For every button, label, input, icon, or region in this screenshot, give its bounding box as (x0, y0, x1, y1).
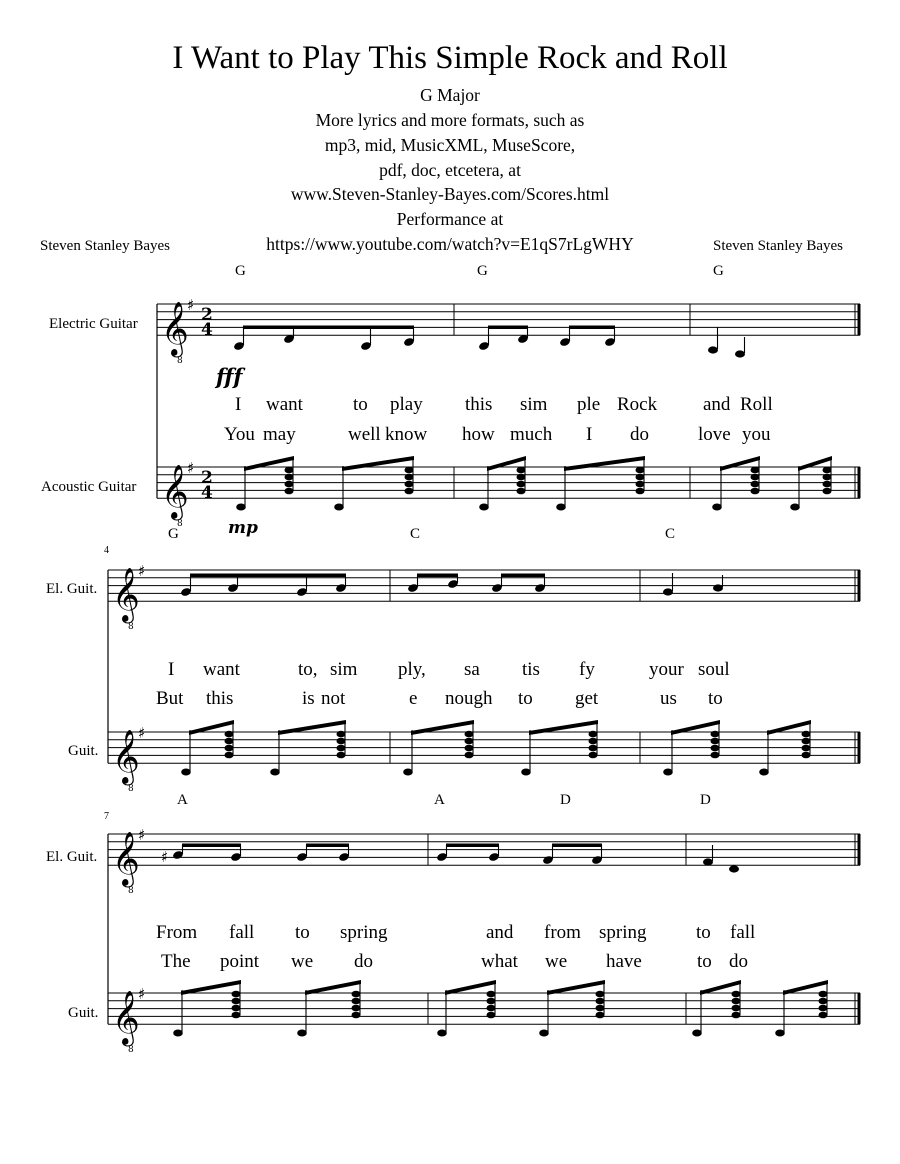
chord-symbol: D (560, 792, 571, 808)
chord-note (636, 488, 645, 495)
chord-note (352, 991, 361, 998)
chord-note (636, 467, 645, 474)
lyric-syllable: get (575, 688, 599, 709)
instrument-label-electric-guitar: Electric Guitar (49, 316, 138, 332)
lyric-syllable: I (168, 659, 175, 680)
info-line: Performance at (396, 209, 504, 229)
chord-note (405, 474, 414, 481)
chord-note (465, 745, 474, 752)
chord-note (225, 731, 234, 738)
chord-note (819, 1005, 828, 1012)
chord-note (636, 474, 645, 481)
lyric-syllable: to (697, 951, 712, 972)
lyric-syllable: Rock (617, 394, 658, 415)
chord-note (636, 481, 645, 488)
melody-note (708, 346, 718, 353)
note-beam (182, 844, 241, 848)
sharp-icon: ♯ (138, 724, 146, 742)
measure-number: 4 (104, 545, 109, 556)
chord-note (751, 467, 760, 474)
lyric-syllable: us (660, 688, 677, 709)
bass-note (521, 769, 531, 776)
lyric-syllable: fy (579, 659, 595, 680)
lyric-syllable: sa (464, 659, 480, 680)
chord-note (823, 488, 832, 495)
octave-marker: 8 (128, 886, 134, 897)
composer-left: Steven Stanley Bayes (40, 238, 170, 254)
lyric-syllable: what (481, 951, 518, 972)
note-beam (417, 574, 458, 578)
lyric-syllable: is (302, 688, 315, 709)
chord-note (487, 998, 496, 1005)
chord-note (589, 745, 598, 752)
chord-note (596, 1012, 605, 1019)
chord-note (589, 731, 598, 738)
note-beam (306, 844, 349, 848)
lyric-syllable: fall (229, 922, 255, 943)
lyric-syllable: tis (522, 659, 540, 680)
chord-note (517, 488, 526, 495)
lyric-syllable: this (206, 688, 234, 709)
lyric-syllable: want (203, 659, 240, 680)
bass-note (759, 769, 769, 776)
chord-note (819, 1012, 828, 1019)
chord-note (732, 1005, 741, 1012)
chord-note (819, 991, 828, 998)
chord-note (337, 731, 346, 738)
chord-note (405, 467, 414, 474)
lyric-syllable: point (220, 951, 260, 972)
treble-clef-icon: 𝄞 (112, 990, 140, 1046)
youtube-link[interactable]: https://www.youtube.com/watch?v=E1qS7rLgWHY (266, 234, 634, 254)
bass-note (173, 1030, 183, 1037)
bass-note (334, 504, 344, 511)
lyric-syllable: your (649, 659, 684, 680)
lyric-syllable: to (518, 688, 533, 709)
key-signature-text: G Major (420, 85, 480, 105)
chord-note (405, 488, 414, 495)
instrument-label-electric-guitar: El. Guit. (46, 581, 98, 597)
chord-note (751, 481, 760, 488)
lyric-syllable: play (390, 394, 423, 415)
instrument-label-acoustic-guitar: Guit. (68, 1005, 99, 1021)
melody-note (735, 350, 745, 357)
chord-symbol: G (168, 526, 179, 542)
octave-marker: 8 (177, 519, 183, 530)
time-signature-top: 2 (201, 468, 213, 488)
bass-note (270, 769, 280, 776)
bass-note (479, 504, 489, 511)
lyric-syllable: From (156, 922, 198, 943)
chord-note (751, 488, 760, 495)
chord-note (823, 467, 832, 474)
lyric-syllable: much (510, 424, 553, 445)
lyric-syllable: may (263, 424, 296, 445)
chord-note (589, 752, 598, 759)
lyric-syllable: I (235, 394, 242, 415)
bass-note (556, 504, 566, 511)
lyric-syllable: Roll (740, 394, 773, 415)
lyric-syllable: to (708, 688, 723, 709)
treble-clef-icon: 𝄞 (161, 301, 189, 357)
melody-note (729, 865, 739, 872)
lyric-syllable: The (161, 951, 191, 972)
composer-right: Steven Stanley Bayes (713, 238, 843, 254)
treble-clef-icon: 𝄞 (161, 464, 189, 520)
lyric-syllable: spring (340, 922, 388, 943)
chord-symbol: C (665, 526, 676, 542)
lyric-syllable: soul (698, 659, 730, 680)
bass-note (297, 1030, 307, 1037)
lyric-syllable: But (156, 688, 184, 709)
chord-note (285, 474, 294, 481)
chord-note (232, 1012, 241, 1019)
bass-note (403, 769, 413, 776)
lyric-syllable: You (224, 424, 255, 445)
instrument-label-acoustic-guitar: Guit. (68, 743, 99, 759)
note-beam (411, 720, 474, 735)
chord-note (819, 998, 828, 1005)
note-beam (243, 326, 414, 330)
lyric-syllable: we (291, 951, 314, 972)
melody-note (703, 858, 713, 865)
bass-note (692, 1030, 702, 1037)
chord-note (285, 481, 294, 488)
octave-marker: 8 (177, 356, 183, 367)
bass-note (712, 504, 722, 511)
chord-note (465, 731, 474, 738)
measure-number: 7 (104, 811, 109, 822)
octave-marker: 8 (128, 622, 134, 633)
chord-note (802, 738, 811, 745)
chord-note (337, 738, 346, 745)
lyric-syllable: know (385, 424, 428, 445)
lyric-syllable: fall (730, 922, 756, 943)
chord-note (732, 1012, 741, 1019)
lyric-syllable: well (348, 424, 381, 445)
lyric-syllable: ple (577, 394, 601, 415)
dynamic-marking: mp (228, 518, 258, 538)
lyric-syllable: you (742, 424, 771, 445)
lyric-syllable: ply, (398, 659, 426, 680)
bass-note (539, 1030, 549, 1037)
sharp-icon: ♯ (187, 459, 195, 477)
time-signature-bottom: 4 (201, 320, 213, 340)
note-beam (190, 574, 346, 578)
chord-note (596, 1005, 605, 1012)
bass-note (663, 769, 673, 776)
lyric-syllable: how (462, 424, 495, 445)
note-beam (569, 326, 615, 330)
chord-note (405, 481, 414, 488)
chord-note (823, 474, 832, 481)
chord-symbol: G (477, 263, 488, 279)
bass-note (181, 769, 191, 776)
chord-note (711, 745, 720, 752)
lyric-syllable: to (295, 922, 310, 943)
lyric-syllable: spring (599, 922, 647, 943)
chord-note (596, 991, 605, 998)
chord-note (823, 481, 832, 488)
chord-note (487, 1012, 496, 1019)
lyric-syllable: have (606, 951, 642, 972)
chord-symbol: A (434, 792, 445, 808)
chord-note (465, 752, 474, 759)
lyric-syllable: nough (445, 688, 493, 709)
website-link[interactable]: www.Steven-Stanley-Bayes.com/Scores.html (290, 184, 610, 204)
note-beam (342, 456, 414, 471)
treble-clef-icon: 𝄞 (112, 567, 140, 623)
dynamic-marking: fff (216, 364, 243, 389)
chord-note (285, 488, 294, 495)
lyric-syllable: we (545, 951, 568, 972)
treble-clef-icon: 𝄞 (112, 729, 140, 785)
lyric-syllable: sim (520, 394, 548, 415)
treble-clef-icon: 𝄞 (112, 831, 140, 887)
octave-marker: 8 (128, 784, 134, 795)
chord-note (802, 752, 811, 759)
chord-symbol: C (410, 526, 421, 542)
info-line: More lyrics and more formats, such as (315, 110, 585, 130)
info-line: pdf, doc, etcetera, at (379, 160, 521, 180)
chord-note (285, 467, 294, 474)
chord-note (232, 991, 241, 998)
time-signature-bottom: 4 (201, 483, 213, 503)
note-beam (564, 456, 645, 471)
lyric-syllable: love (698, 424, 731, 445)
lyric-syllable: to (696, 922, 711, 943)
instrument-label-acoustic-guitar: Acoustic Guitar (41, 479, 137, 495)
chord-note (337, 745, 346, 752)
lyric-syllable: from (544, 922, 581, 943)
bass-note (236, 504, 246, 511)
chord-note (487, 991, 496, 998)
score-title: I Want to Play This Simple Rock and Roll (172, 40, 728, 76)
chord-note (352, 1005, 361, 1012)
chord-note (517, 481, 526, 488)
chord-symbol: D (700, 792, 711, 808)
sharp-icon: ♯ (138, 826, 146, 844)
chord-note (711, 738, 720, 745)
note-beam (501, 574, 545, 578)
lyric-syllable: do (729, 951, 748, 972)
info-line: mp3, mid, MusicXML, MuseScore, (324, 135, 576, 155)
sharp-icon: ♯ (138, 562, 146, 580)
instrument-label-electric-guitar: El. Guit. (46, 849, 98, 865)
sharp-icon: ♯ (187, 296, 195, 314)
chord-note (589, 738, 598, 745)
lyric-syllable: e (409, 688, 418, 709)
chord-note (225, 745, 234, 752)
chord-note (711, 731, 720, 738)
melody-note (663, 588, 673, 595)
chord-note (802, 731, 811, 738)
chord-note (732, 991, 741, 998)
note-beam (446, 844, 499, 848)
note-beam (552, 844, 602, 848)
lyric-syllable: this (465, 394, 493, 415)
chord-note (732, 998, 741, 1005)
chord-note (517, 474, 526, 481)
chord-symbol: G (235, 263, 246, 279)
lyric-syllable: sim (330, 659, 358, 680)
time-signature-top: 2 (201, 305, 213, 325)
chord-note (232, 1005, 241, 1012)
chord-note (352, 998, 361, 1005)
chord-note (802, 745, 811, 752)
bass-note (775, 1030, 785, 1037)
bass-note (437, 1030, 447, 1037)
note-beam (278, 720, 346, 735)
chord-note (711, 752, 720, 759)
note-beam (488, 326, 528, 330)
chord-note (232, 998, 241, 1005)
chord-note (596, 998, 605, 1005)
chord-note (225, 738, 234, 745)
lyric-syllable: and (486, 922, 514, 943)
melody-note (713, 584, 723, 591)
chord-symbol: A (177, 792, 188, 808)
sharp-icon: ♯ (138, 985, 146, 1003)
lyric-syllable: do (630, 424, 649, 445)
chord-note (337, 752, 346, 759)
lyric-syllable: want (266, 394, 303, 415)
lyric-syllable: not (321, 688, 346, 709)
chord-note (225, 752, 234, 759)
chord-note (465, 738, 474, 745)
chord-symbol: G (713, 263, 724, 279)
sharp-icon: ♯ (161, 848, 169, 866)
lyric-syllable: I (586, 424, 593, 445)
note-beam (529, 720, 598, 735)
lyric-syllable: do (354, 951, 373, 972)
lyric-syllable: to, (298, 659, 318, 680)
chord-note (517, 467, 526, 474)
lyric-syllable: to (353, 394, 368, 415)
chord-note (487, 1005, 496, 1012)
chord-note (751, 474, 760, 481)
lyric-syllable: and (703, 394, 731, 415)
chord-note (352, 1012, 361, 1019)
octave-marker: 8 (128, 1045, 134, 1056)
bass-note (790, 504, 800, 511)
